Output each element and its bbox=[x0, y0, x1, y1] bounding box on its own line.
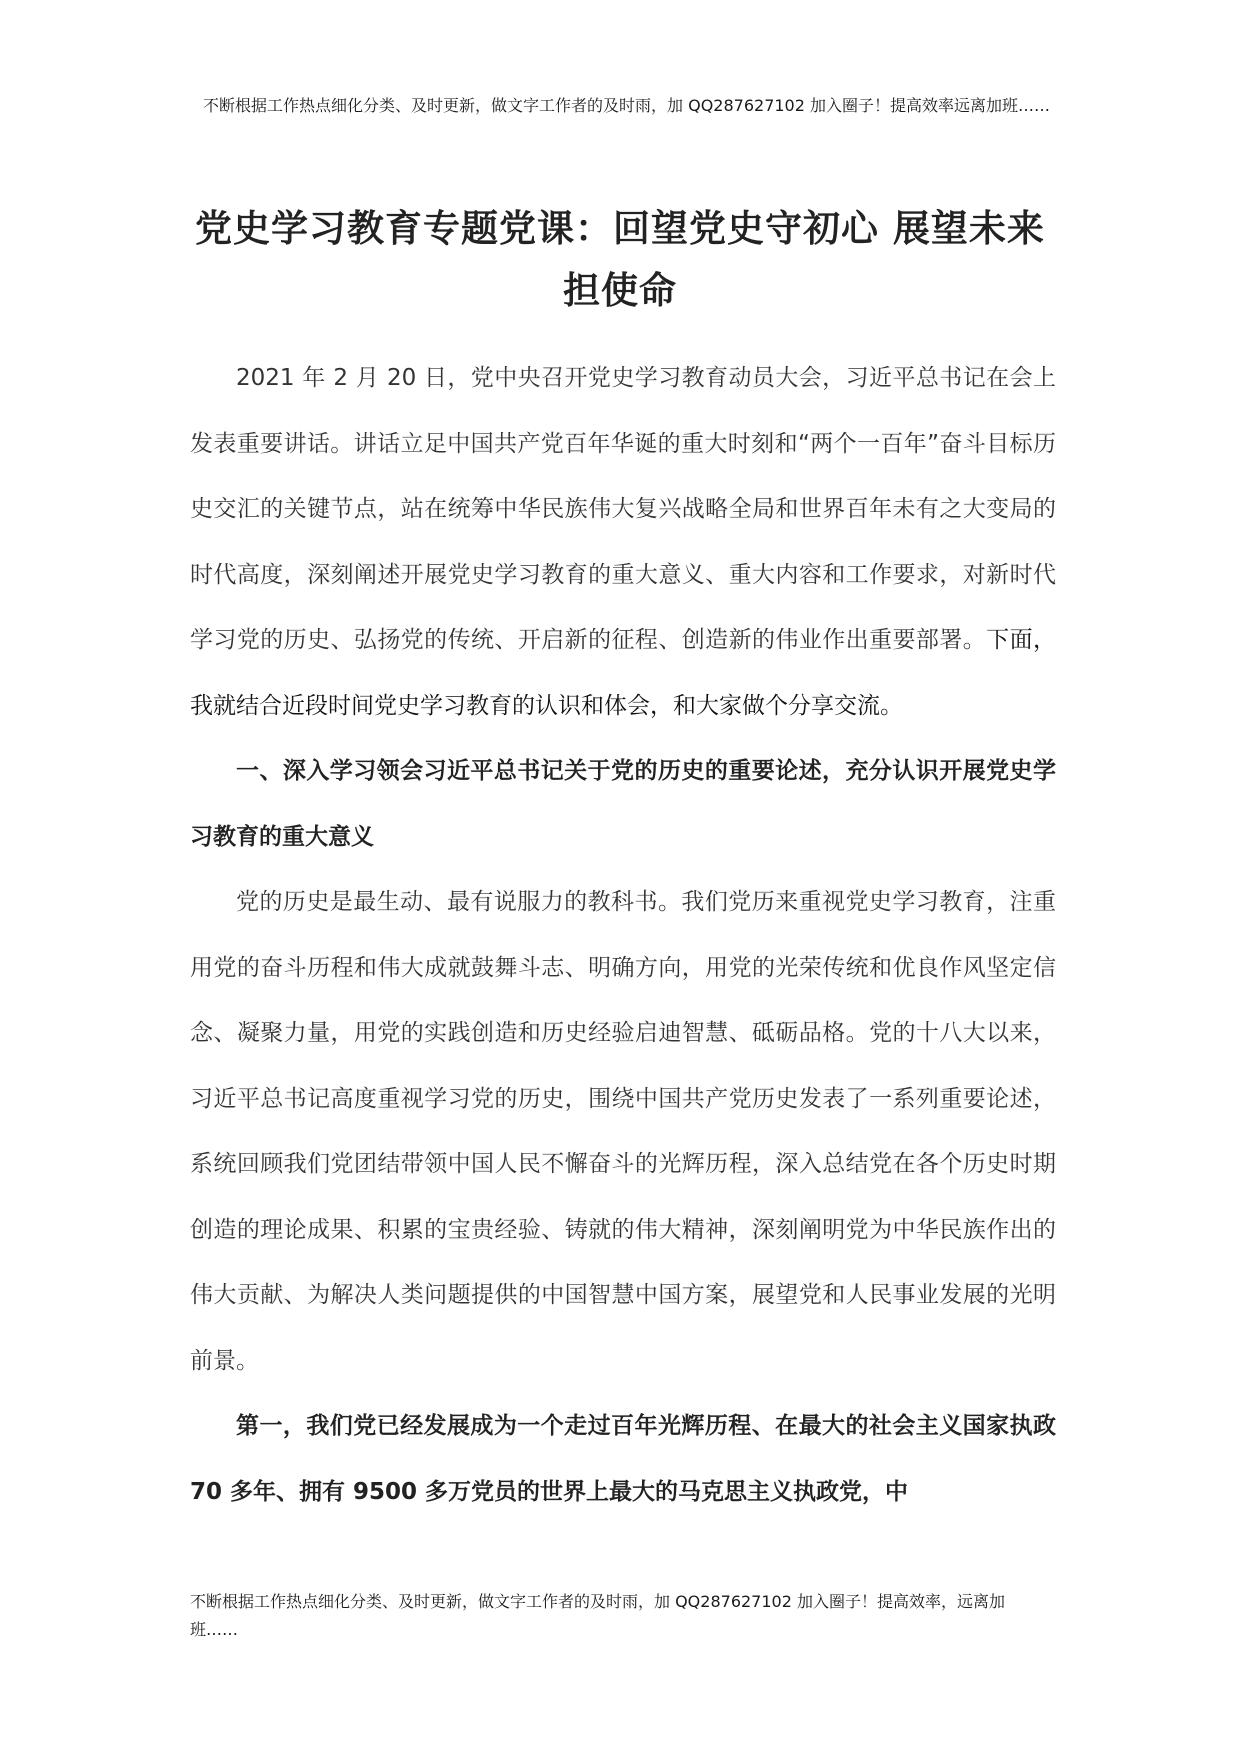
paragraph-intro-text: 2021 年 2 月 20 日，党中央召开党史学习教育动员大会，习近平总书记在会上发表重要讲话。讲话立足中国共产党百年华诞的重大时刻和“两个一百年”奋斗目标历史交汇的关键节点，站在统筹中华民族伟大复兴战略全局和世界百年未有之大变局的时代高度，深刻阐述开展党史学习教育的重大意义、重大内容和工作要求，对新时代学习党的历史、弘扬党的传统、开启新的征程、创造新的伟业作出重要部署。 bbox=[190, 365, 1056, 653]
page-title: 党史学习教育专题党课：回望党史守初心 展望未来担使命 bbox=[195, 207, 1045, 312]
paragraph-first-point: 第一，我们党已经发展成为一个走过百年光辉历程、在最大的社会主义国家执政 70 多年、拥有 9500 多万党员的世界上最大的马克思主义执政党，中 bbox=[190, 1413, 1056, 1505]
body-text bbox=[190, 346, 1056, 1525]
paragraph-intro bbox=[190, 346, 1056, 739]
footer-note: 不断根据工作热点细化分类、及时更新，做文字工作者的及时雨，加 QQ287627102 加入圈子！提高效率，远离加班…… bbox=[190, 1592, 1005, 1639]
section-heading-1: 一、深入学习领会习近平总书记关于党的历史的重要论述，充分认识开展党史学习教育的重大意义 bbox=[190, 758, 1056, 850]
paragraph-history: 党的历史是最生动、最有说服力的教科书。我们党历来重视党史学习教育，注重用党的奋斗历程和伟大成就鼓舞斗志、明确方向，用党的光荣传统和优良作风坚定信念、凝聚力量，用党的实践创造和历史经验启迪智慧、砥砺品格。党的十八大以来，习近平总书记高度重视学习党的历史，围绕中国共产党历史发表了一系列重要论述，系统回顾我们党团结带领中国人民不懈奋斗的光辉历程，深入总结党在各个历史时期创造的理论成果、积累的宝贵经验、铸就的伟大精神，深刻阐明党为中华民族作出的伟大贡献、为解决人类问题提供的中国智慧中国方案，展望党和人民事业发展的光明前景。 bbox=[190, 889, 1056, 1374]
paragraph-intro-closing: 下面，我就结合近段时间党史学习教育的认识和体会，和大家做个分享交流。 bbox=[190, 627, 1057, 719]
header-note: 不断根据工作热点细化分类、及时更新，做文字工作者的及时雨，加 QQ287627102 加入圈子！提高效率远离加班…… bbox=[203, 96, 1050, 115]
